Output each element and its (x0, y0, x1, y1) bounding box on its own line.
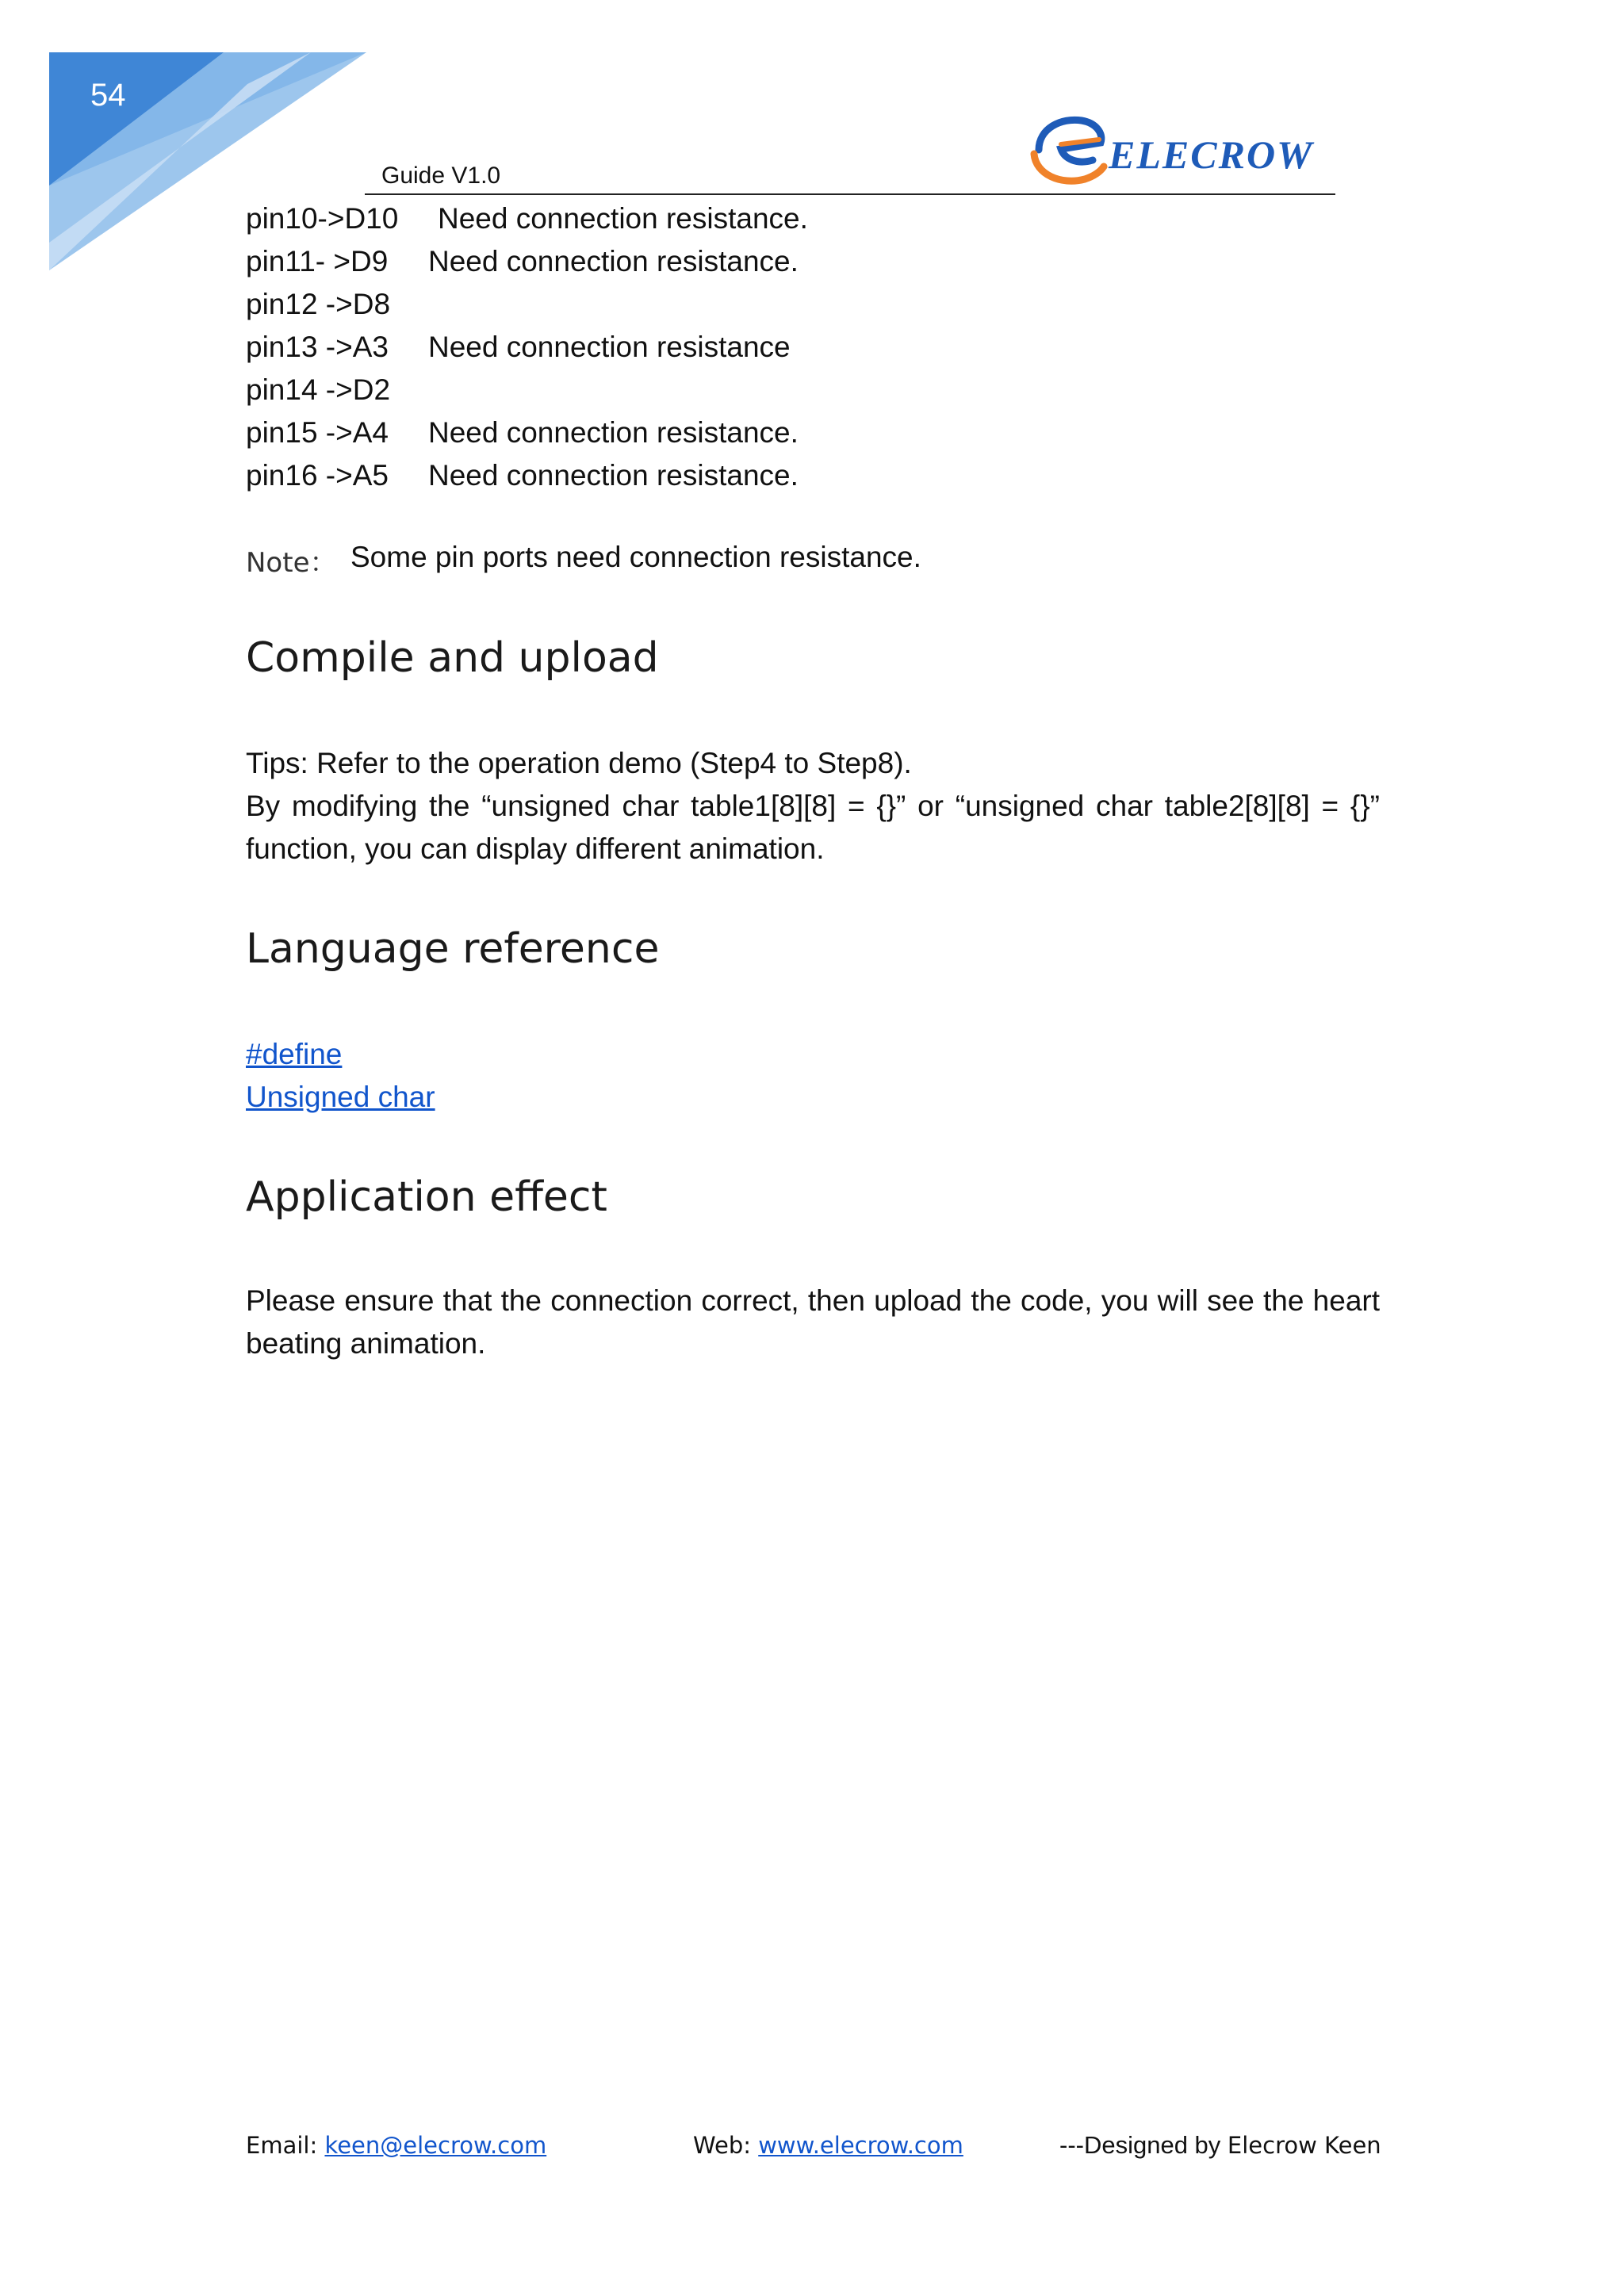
note-label: Note： (246, 547, 337, 579)
pin-description: Need connection resistance. (428, 416, 799, 449)
page-number: 54 (90, 78, 126, 113)
compile-modify-word: or (917, 790, 944, 822)
compile-modify-word: {}” (1350, 790, 1380, 822)
link-define[interactable]: #define (246, 1038, 343, 1070)
pin-description: Need connection resistance. (438, 202, 808, 235)
section-title-effect: Application effect (246, 1173, 607, 1221)
compile-modify-word: modifying (291, 790, 418, 822)
pin-row (246, 201, 808, 236)
compile-modify-word: “unsigned (481, 790, 611, 822)
logo-mark-icon (1034, 120, 1104, 181)
header-rule (365, 193, 1335, 195)
effect-text: Please ensure that the connection correct, then upload the code, you will see the heart beating animation. (246, 1284, 1380, 1360)
footer-web-label: Web: (693, 2132, 759, 2159)
pin-label: pin14 ->D2 (246, 373, 391, 406)
pin-description: Need connection resistance. (428, 459, 799, 492)
compile-modify-line (246, 790, 1380, 823)
section-title-language: Language reference (246, 925, 660, 973)
compile-modify-tail: function, you can display different animation. (246, 832, 825, 865)
pin-label: pin11- >D9 (246, 245, 389, 277)
pin-row (246, 458, 799, 493)
compile-modify-word: = (847, 790, 865, 822)
note (246, 541, 921, 580)
pin-description: Need connection resistance. (428, 245, 799, 277)
compile-modify-word: = (1321, 790, 1339, 822)
note-text: Some pin ports need connection resistance. (350, 541, 921, 573)
compile-modify-word: table2[8][8] (1164, 790, 1310, 822)
pin-row (246, 287, 390, 322)
pin-row (246, 415, 799, 450)
pin-label: pin13 ->A3 (246, 331, 389, 363)
designed-by-prefix: ---Designed by (1059, 2131, 1228, 2159)
logo-wordmark: ELECROW (1109, 132, 1314, 177)
pin-row (246, 330, 791, 365)
footer-designed-by (1059, 2131, 1381, 2160)
elecrow-logo (1029, 113, 1337, 187)
compile-modify-word: By (246, 790, 281, 822)
compile-modify-word: {}” (876, 790, 906, 822)
designer-name: Elecrow Keen (1227, 2132, 1381, 2159)
compile-modify-word: the (429, 790, 470, 822)
guide-version-label: Guide V1.0 (381, 163, 501, 189)
section-title-compile: Compile and upload (246, 634, 659, 682)
pin-row (246, 373, 390, 408)
footer-email-label: Email: (246, 2132, 325, 2159)
footer-web (693, 2131, 963, 2160)
pin-description: Need connection resistance (428, 331, 791, 363)
compile-modify-word: char (622, 790, 680, 822)
pin-label: pin10->D10 (246, 202, 399, 235)
web-link[interactable]: www.elecrow.com (758, 2132, 963, 2159)
pin-label: pin12 ->D8 (246, 288, 391, 320)
compile-modify-word: char (1096, 790, 1153, 822)
link-unsigned-char[interactable]: Unsigned char (246, 1081, 435, 1113)
footer-email (246, 2131, 546, 2160)
compile-tips: Tips: Refer to the operation demo (Step4 to Step8). (246, 747, 912, 779)
email-link[interactable]: keen@elecrow.com (324, 2132, 547, 2159)
compile-modify-word: “unsigned (955, 790, 1085, 822)
pin-row (246, 244, 799, 279)
compile-modify-word: table1[8][8] (691, 790, 837, 822)
pin-label: pin15 ->A4 (246, 416, 389, 449)
pin-label: pin16 ->A5 (246, 459, 389, 492)
